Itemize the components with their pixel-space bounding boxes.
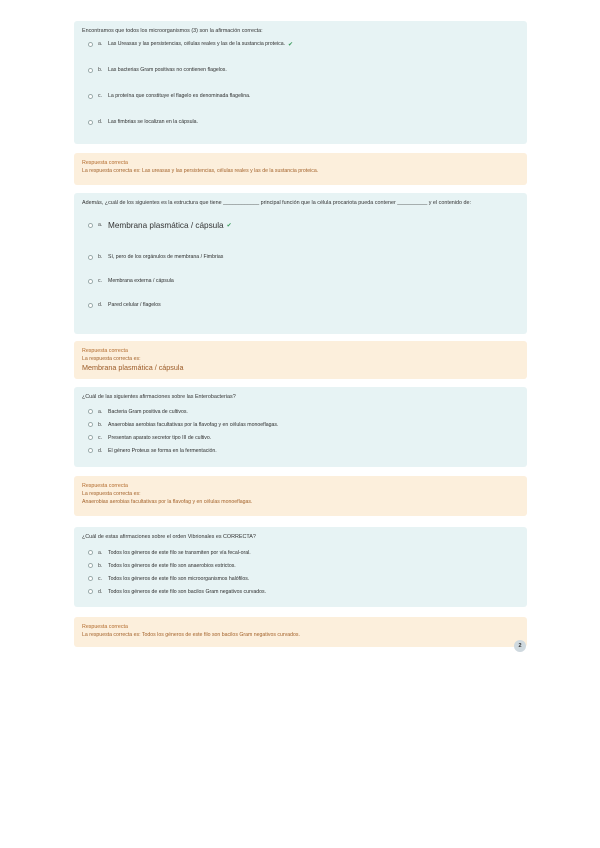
feedback-1: [74, 153, 527, 185]
radio-button[interactable]: [88, 120, 93, 125]
feedback-answer: Anaerobias aerobias facultativas por la flavofag y en células monoeflagas.: [82, 499, 253, 505]
option-b[interactable]: b. Todos los géneros de este filo son anaerobios estrictos.: [88, 559, 519, 572]
feedback-text: La respuesta correcta es: Todos los géneros de este filo son bacilos Gram negativos curvados.: [82, 632, 300, 638]
radio-button[interactable]: [88, 435, 93, 440]
radio-button[interactable]: [88, 255, 93, 260]
radio-button[interactable]: [88, 303, 93, 308]
radio-button[interactable]: [88, 68, 93, 73]
quiz-review-page: [74, 21, 527, 655]
feedback-title: Respuesta correcta: [82, 624, 128, 630]
option-a[interactable]: a. Las Ureasas y las persistencias, células reales y las de la sustancia proteica. ✔: [88, 38, 519, 50]
check-icon: ✔: [288, 41, 294, 48]
option-a[interactable]: a. Todos los géneros de este filo se transmiten por vía fecal-oral.: [88, 546, 519, 559]
option-a[interactable]: a. Bacteria Gram positiva de cultivos.: [88, 405, 519, 418]
radio-button[interactable]: [88, 223, 93, 228]
radio-button[interactable]: [88, 563, 93, 568]
question-text: ¿Cuál de las siguientes afirmaciones sobre las Enterobacterias?: [82, 394, 236, 400]
feedback-answer: Membrana plasmática / cápsula: [82, 363, 184, 372]
option-b[interactable]: b. Sí, pero de los orgánulos de membrana / Fimbrias: [88, 251, 519, 263]
feedback-title: Respuesta correcta: [82, 483, 128, 489]
option-c[interactable]: c. Presentan aparato secretor tipo III de cultivo.: [88, 431, 519, 444]
feedback-text: La respuesta correcta es:: [82, 356, 141, 362]
question-2: [74, 193, 527, 334]
option-d[interactable]: d. Todos los géneros de este filo son bacilos Gram negativos curvados.: [88, 585, 519, 598]
feedback-4: [74, 617, 527, 647]
question-3: [74, 387, 527, 467]
check-icon: ✔: [226, 222, 232, 229]
option-b[interactable]: b. Anaerobias aerobias facultativas por la flavofag y en células monoeflagas.: [88, 418, 519, 431]
feedback-title: Respuesta correcta: [82, 348, 128, 354]
radio-button[interactable]: [88, 589, 93, 594]
question-1: [74, 21, 527, 144]
page-number-badge: 2: [514, 640, 526, 652]
option-d[interactable]: d. El género Proteus se forma en la fermentación.: [88, 444, 519, 457]
radio-button[interactable]: [88, 94, 93, 99]
option-b[interactable]: b. Las bacterias Gram positivas no contienen flagelos.: [88, 64, 519, 76]
question-4: [74, 527, 527, 607]
option-a[interactable]: a. Membrana plasmática / cápsula ✔: [88, 217, 519, 233]
radio-button[interactable]: [88, 42, 93, 47]
radio-button[interactable]: [88, 409, 93, 414]
question-text: ¿Cuál de estas afirmaciones sobre el orden Vibrionales es CORRECTA?: [82, 534, 256, 540]
radio-button[interactable]: [88, 422, 93, 427]
radio-button[interactable]: [88, 448, 93, 453]
feedback-2: [74, 341, 527, 379]
option-d[interactable]: d. Pared celular / flagelos: [88, 299, 519, 311]
feedback-3: [74, 476, 527, 516]
radio-button[interactable]: [88, 279, 93, 284]
question-text: Además, ¿cuál de los siguientes es la estructura que tiene ____________ principal función que la célula procariota pueda contener __________ y el contenido de:: [82, 200, 471, 206]
radio-button[interactable]: [88, 550, 93, 555]
option-c[interactable]: c. La proteína que constituye el flagelo es denominada flagelina.: [88, 90, 519, 102]
feedback-title: Respuesta correcta: [82, 160, 128, 166]
radio-button[interactable]: [88, 576, 93, 581]
option-c[interactable]: c. Membrana externa / cápsula: [88, 275, 519, 287]
question-text: Encontramos que todos los microorganismos (3) son la afirmación correcta:: [82, 28, 263, 34]
feedback-text: La respuesta correcta es: Las ureasas y las persistencias, células reales y las de la sustancia proteica.: [82, 168, 319, 174]
option-d[interactable]: d. Las fimbrias se localizan en la cápsula.: [88, 116, 519, 128]
option-c[interactable]: c. Todos los géneros de este filo son microorganismos halófilos.: [88, 572, 519, 585]
feedback-text: La respuesta correcta es:: [82, 491, 141, 497]
